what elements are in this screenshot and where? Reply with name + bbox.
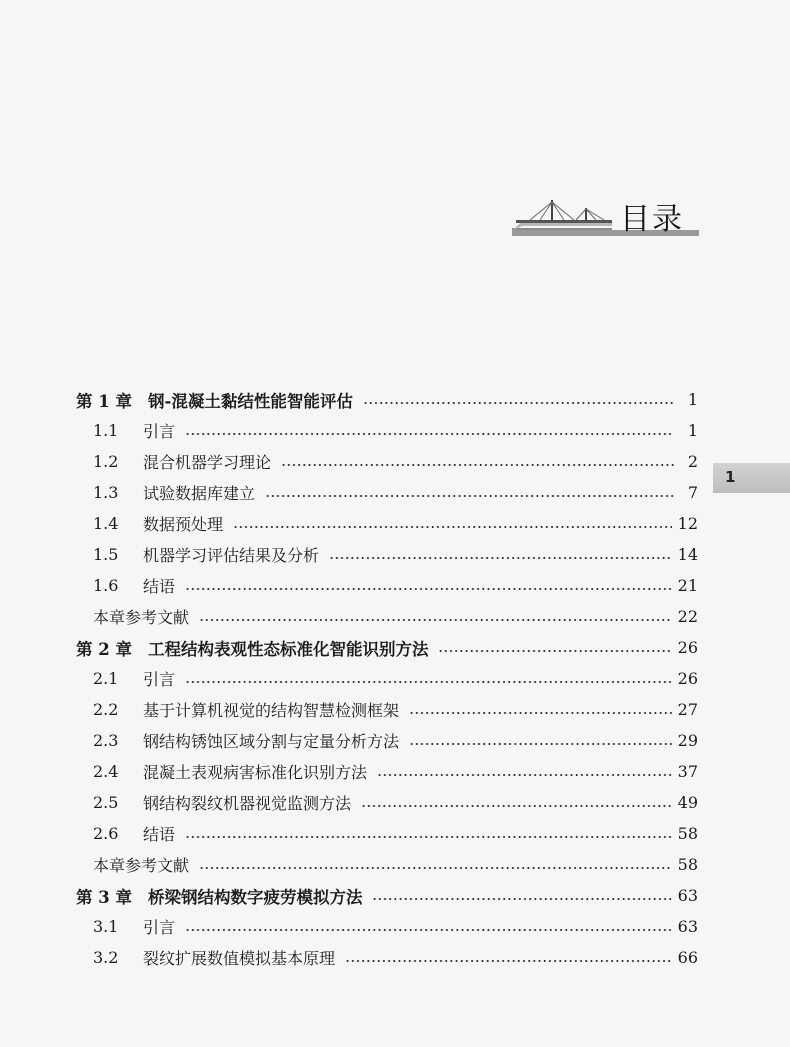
dot-leader [281,464,674,466]
toc-entry-ref[interactable] [76,601,698,632]
toc-entry-chapter[interactable] [76,632,698,663]
toc-entry-section[interactable] [76,787,698,818]
toc-entry-page-number: 22 [677,607,698,626]
toc-entry-title: 引言 [143,670,176,689]
table-of-contents [76,384,698,973]
toc-entry-title: 基于计算机视觉的结构智慧检测框架 [143,701,400,720]
dot-leader [438,650,671,652]
dot-leader [185,681,672,683]
toc-entry-title: 结语 [143,825,176,844]
toc-entry-title: 钢-混凝土黏结性能智能评估 [147,391,353,411]
dot-leader [233,526,672,528]
toc-entry-title: 裂纹扩展数值模拟基本原理 [143,949,336,968]
toc-entry-title: 桥梁钢结构数字疲劳模拟方法 [147,887,363,907]
toc-entry-number: 2.2 [93,700,119,719]
toc-entry-page-number: 21 [677,576,698,595]
toc-entry-section[interactable] [76,539,698,570]
toc-entry-number: 第 2 章 [76,639,132,659]
toc-entry-title: 数据预处理 [143,515,224,534]
toc-entry-page-number: 49 [677,793,698,812]
toc-entry-number: 第 1 章 [76,391,132,411]
toc-entry-page-number: 12 [677,514,698,533]
toc-entry-number: 2.6 [93,824,119,843]
dot-leader [265,495,674,497]
toc-entry-chapter[interactable] [76,880,698,911]
toc-entry-section[interactable] [76,570,698,601]
toc-entry-number: 3.1 [93,917,119,936]
toc-entry-page-number: 2 [687,452,698,471]
toc-entry-title: 混合机器学习理论 [143,453,272,472]
toc-entry-section[interactable] [76,477,698,508]
toc-entry-number: 3.2 [93,948,119,967]
toc-entry-number: 第 3 章 [76,887,132,907]
toc-entry-title: 结语 [143,577,176,596]
dot-leader [185,433,674,435]
chapter-side-tab-label: 1 [725,468,736,486]
toc-entry-section[interactable] [76,663,698,694]
toc-entry-section[interactable] [76,942,698,973]
toc-entry-number: 1.4 [93,514,119,533]
toc-entry-title: 钢结构裂纹机器视觉监测方法 [143,794,352,813]
toc-entry-page-number: 63 [677,886,698,905]
toc-entry-section[interactable] [76,818,698,849]
toc-entry-section[interactable] [76,415,698,446]
dot-leader [377,774,672,776]
toc-entry-section[interactable] [76,446,698,477]
toc-entry-number: 2.3 [93,731,119,750]
chapter-side-tab [713,463,790,493]
toc-entry-number: 1.2 [93,452,119,471]
toc-entry-title: 工程结构表观性态标准化智能识别方法 [147,639,429,659]
dot-leader [199,619,672,621]
dot-leader [372,898,671,900]
toc-entry-title: 引言 [143,918,176,937]
toc-entry-page-number: 27 [677,700,698,719]
toc-entry-title: 钢结构锈蚀区域分割与定量分析方法 [143,732,400,751]
toc-entry-page-number: 37 [677,762,698,781]
toc-entry-title: 引言 [143,422,176,441]
toc-entry-page-number: 58 [677,855,698,874]
toc-entry-section[interactable] [76,911,698,942]
toc-entry-section[interactable] [76,725,698,756]
toc-entry-number: 2.4 [93,762,119,781]
toc-entry-title: 本章参考文献 [93,856,190,875]
dot-leader [361,805,672,807]
toc-entry-page-number: 1 [687,421,698,440]
dot-leader [345,960,672,962]
dot-leader [185,588,672,590]
page-title: 目录 [620,202,684,237]
toc-entry-number: 1.3 [93,483,119,502]
toc-entry-number: 1.5 [93,545,119,564]
toc-entry-number: 2.5 [93,793,119,812]
dot-leader [409,743,672,745]
toc-header [512,190,699,238]
toc-entry-title: 混凝土表观病害标准化识别方法 [143,763,368,782]
toc-entry-title: 试验数据库建立 [143,484,256,503]
toc-entry-ref[interactable] [76,849,698,880]
toc-entry-number: 1.1 [93,421,119,440]
toc-entry-page-number: 66 [677,948,698,967]
dot-leader [185,929,672,931]
toc-entry-page-number: 63 [677,917,698,936]
dot-leader [363,402,674,404]
dot-leader [329,557,672,559]
toc-entry-page-number: 26 [677,638,698,657]
toc-entry-number: 2.1 [93,669,119,688]
toc-entry-section[interactable] [76,694,698,725]
toc-entry-title: 本章参考文献 [93,608,190,627]
toc-entry-page-number: 7 [687,483,698,502]
dot-leader [409,712,672,714]
dot-leader [185,836,672,838]
toc-entry-page-number: 26 [677,669,698,688]
toc-entry-title: 机器学习评估结果及分析 [143,546,320,565]
toc-entry-section[interactable] [76,756,698,787]
toc-entry-page-number: 58 [677,824,698,843]
toc-entry-section[interactable] [76,508,698,539]
toc-entry-number: 1.6 [93,576,119,595]
toc-entry-page-number: 14 [677,545,698,564]
dot-leader [199,867,672,869]
toc-entry-page-number: 1 [687,390,698,409]
toc-entry-chapter[interactable] [76,384,698,415]
toc-entry-page-number: 29 [677,731,698,750]
